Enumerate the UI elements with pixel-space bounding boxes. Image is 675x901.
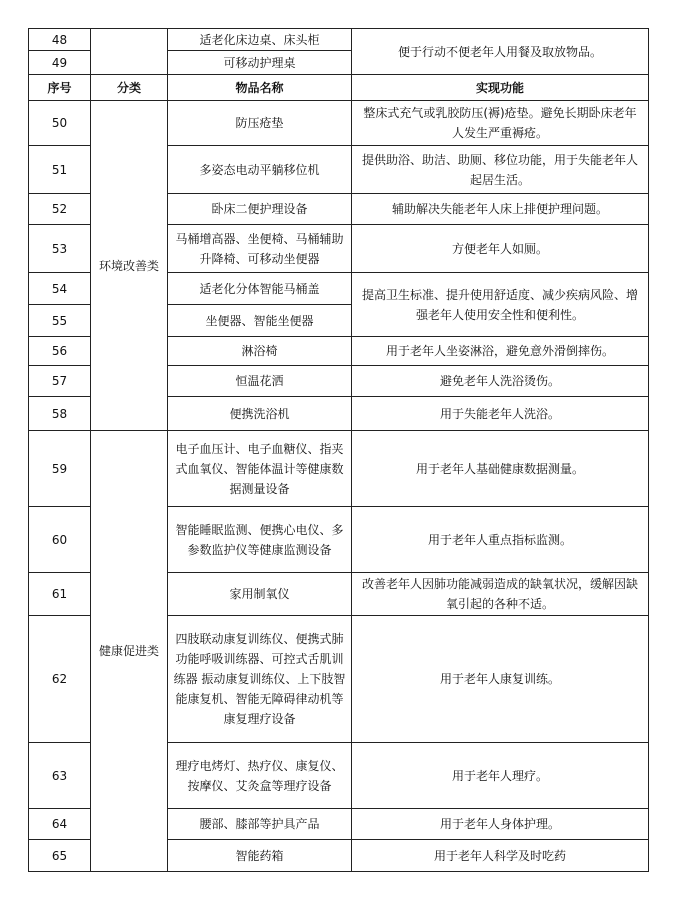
item-name: 家用制氧仪 [168, 573, 352, 616]
item-function: 方便老年人如厕。 [352, 225, 649, 273]
table-row [29, 29, 649, 51]
item-name: 多姿态电动平躺移位机 [168, 146, 352, 194]
row-number: 60 [29, 507, 91, 573]
item-name: 恒温花洒 [168, 366, 352, 397]
item-function: 用于老年人理疗。 [352, 743, 649, 809]
item-function: 用于老年人基础健康数据测量。 [352, 431, 649, 507]
item-name: 智能睡眠监测、便携心电仪、多参数监护仪等健康监测设备 [168, 507, 352, 573]
row-number: 58 [29, 397, 91, 431]
item-function: 整床式充气或乳胶防压(褥)疮垫。避免长期卧床老年人发生严重褥疮。 [352, 101, 649, 146]
category-health: 健康促进类 [91, 431, 168, 872]
row-number: 51 [29, 146, 91, 194]
item-function: 用于老年人康复训练。 [352, 616, 649, 743]
item-name: 便携洗浴机 [168, 397, 352, 431]
item-name: 卧床二便护理设备 [168, 194, 352, 225]
header-category: 分类 [91, 75, 168, 101]
item-name: 适老化分体智能马桶盖 [168, 273, 352, 305]
item-name: 防压疮垫 [168, 101, 352, 146]
table-row [29, 101, 649, 146]
item-function: 改善老年人因肺功能减弱造成的缺氧状况，缓解因缺氧引起的各种不适。 [352, 573, 649, 616]
item-name: 马桶增高器、坐便椅、马桶辅助升降椅、可移动坐便器 [168, 225, 352, 273]
row-number: 50 [29, 101, 91, 146]
item-function: 用于失能老年人洗浴。 [352, 397, 649, 431]
item-function: 提高卫生标准、提升使用舒适度、减少疾病风险、增强老年人使用安全性和便利性。 [352, 273, 649, 337]
row-number: 56 [29, 337, 91, 366]
item-name: 适老化床边桌、床头柜 [168, 29, 352, 51]
item-name: 四肢联动康复训练仪、便携式肺功能呼吸训练器、可控式舌肌训练器 振动康复训练仪、上下肢智能康复机、智能无障碍律动机等康复理疗设备 [168, 616, 352, 743]
item-function: 用于老年人科学及时吃药 [352, 840, 649, 872]
item-function: 避免老年人洗浴烫伤。 [352, 366, 649, 397]
category-cell-empty [91, 29, 168, 75]
item-function: 用于老年人重点指标监测。 [352, 507, 649, 573]
products-table [28, 28, 649, 872]
item-name: 智能药箱 [168, 840, 352, 872]
row-number: 63 [29, 743, 91, 809]
row-number: 54 [29, 273, 91, 305]
item-function: 用于老年人坐姿淋浴，避免意外滑倒摔伤。 [352, 337, 649, 366]
item-name: 可移动护理桌 [168, 51, 352, 75]
item-name: 腰部、膝部等护具产品 [168, 809, 352, 840]
header-function: 实现功能 [352, 75, 649, 101]
table-header-row [29, 75, 649, 101]
row-number: 53 [29, 225, 91, 273]
item-name: 坐便器、智能坐便器 [168, 305, 352, 337]
item-function: 便于行动不便老年人用餐及取放物品。 [352, 29, 649, 75]
row-number: 64 [29, 809, 91, 840]
item-function: 提供助浴、助洁、助厕、移位功能，用于失能老年人起居生活。 [352, 146, 649, 194]
item-name: 淋浴椅 [168, 337, 352, 366]
row-number: 48 [29, 29, 91, 51]
row-number: 55 [29, 305, 91, 337]
category-environment: 环境改善类 [91, 101, 168, 431]
item-function: 用于老年人身体护理。 [352, 809, 649, 840]
header-name: 物品名称 [168, 75, 352, 101]
header-number: 序号 [29, 75, 91, 101]
row-number: 52 [29, 194, 91, 225]
row-number: 61 [29, 573, 91, 616]
item-name: 理疗电烤灯、热疗仪、康复仪、按摩仪、艾灸盒等理疗设备 [168, 743, 352, 809]
row-number: 57 [29, 366, 91, 397]
table-row [29, 431, 649, 507]
row-number: 49 [29, 51, 91, 75]
item-function: 辅助解决失能老年人床上排便护理问题。 [352, 194, 649, 225]
row-number: 62 [29, 616, 91, 743]
item-name: 电子血压计、电子血糖仪、指夹式血氧仪、智能体温计等健康数据测量设备 [168, 431, 352, 507]
row-number: 65 [29, 840, 91, 872]
row-number: 59 [29, 431, 91, 507]
